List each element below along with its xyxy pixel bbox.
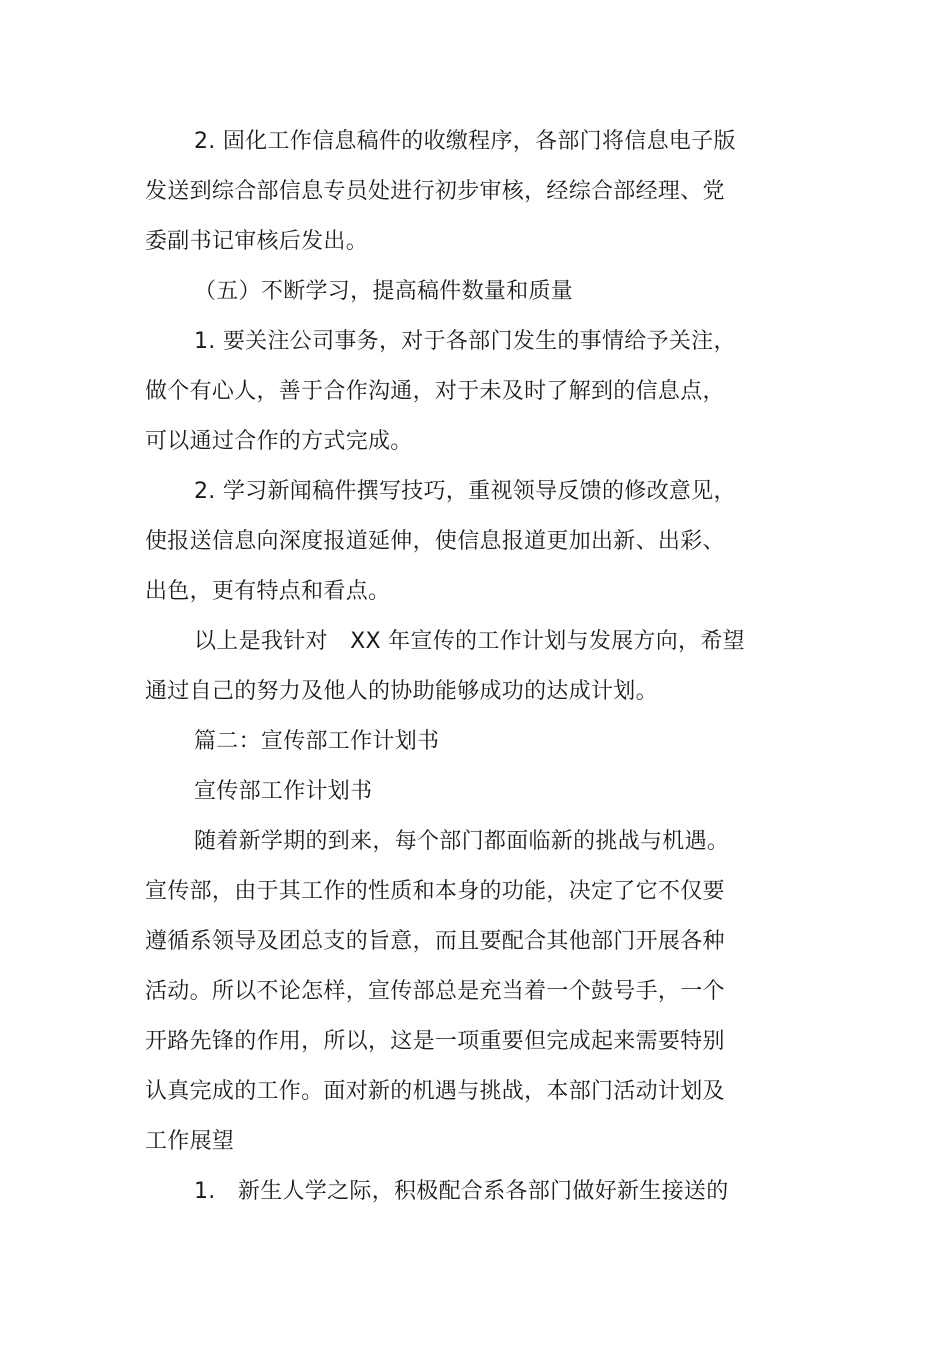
text-line: 出色，更有特点和看点。 bbox=[145, 579, 391, 604]
text-line: 1. 新生人学之际，积极配合系各部门做好新生接送的 bbox=[194, 1179, 729, 1204]
text-line: 遵循系领导及团总支的旨意，而且要配合其他部门开展各种 bbox=[145, 929, 725, 954]
chapter-heading: 篇二：宣传部工作计划书 bbox=[194, 729, 440, 754]
section-heading: （五）不断学习，提高稿件数量和质量 bbox=[194, 279, 574, 304]
text-line: 2. 固化工作信息稿件的收缴程序，各部门将信息电子版 bbox=[194, 129, 736, 154]
text-line: 工作展望 bbox=[145, 1129, 235, 1154]
text-line: 开路先锋的作用，所以，这是一项重要但完成起来需要特别 bbox=[145, 1029, 725, 1054]
text-line: 宣传部，由于其工作的性质和本身的功能，决定了它不仅要 bbox=[145, 879, 725, 904]
text-line: 可以通过合作的方式完成。 bbox=[145, 429, 413, 454]
text-line: 以上是我针对 XX 年宣传的工作计划与发展方向，希望 bbox=[194, 629, 745, 654]
text-line: 做个有心人，善于合作沟通，对于未及时了解到的信息点， bbox=[145, 379, 725, 404]
text-line: 委副书记审核后发出。 bbox=[145, 229, 369, 254]
text-line: 使报送信息向深度报道延伸，使信息报道更加出新、出彩、 bbox=[145, 529, 725, 554]
document-title: 宣传部工作计划书 bbox=[194, 779, 373, 804]
text-line: 认真完成的工作。面对新的机遇与挑战，本部门活动计划及 bbox=[145, 1079, 725, 1104]
text-line: 2. 学习新闻稿件撰写技巧，重视领导反馈的修改意见， bbox=[194, 479, 736, 504]
text-line: 1. 要关注公司事务，对于各部门发生的事情给予关注， bbox=[194, 329, 736, 354]
text-line: 随着新学期的到来，每个部门都面临新的挑战与机遇。 bbox=[194, 829, 730, 854]
text-line: 活动。所以不论怎样，宣传部总是充当着一个鼓号手，一个 bbox=[145, 979, 725, 1004]
text-line: 发送到综合部信息专员处进行初步审核，经综合部经理、党 bbox=[145, 179, 725, 204]
text-line: 通过自己的努力及他人的协助能够成功的达成计划。 bbox=[145, 679, 658, 704]
